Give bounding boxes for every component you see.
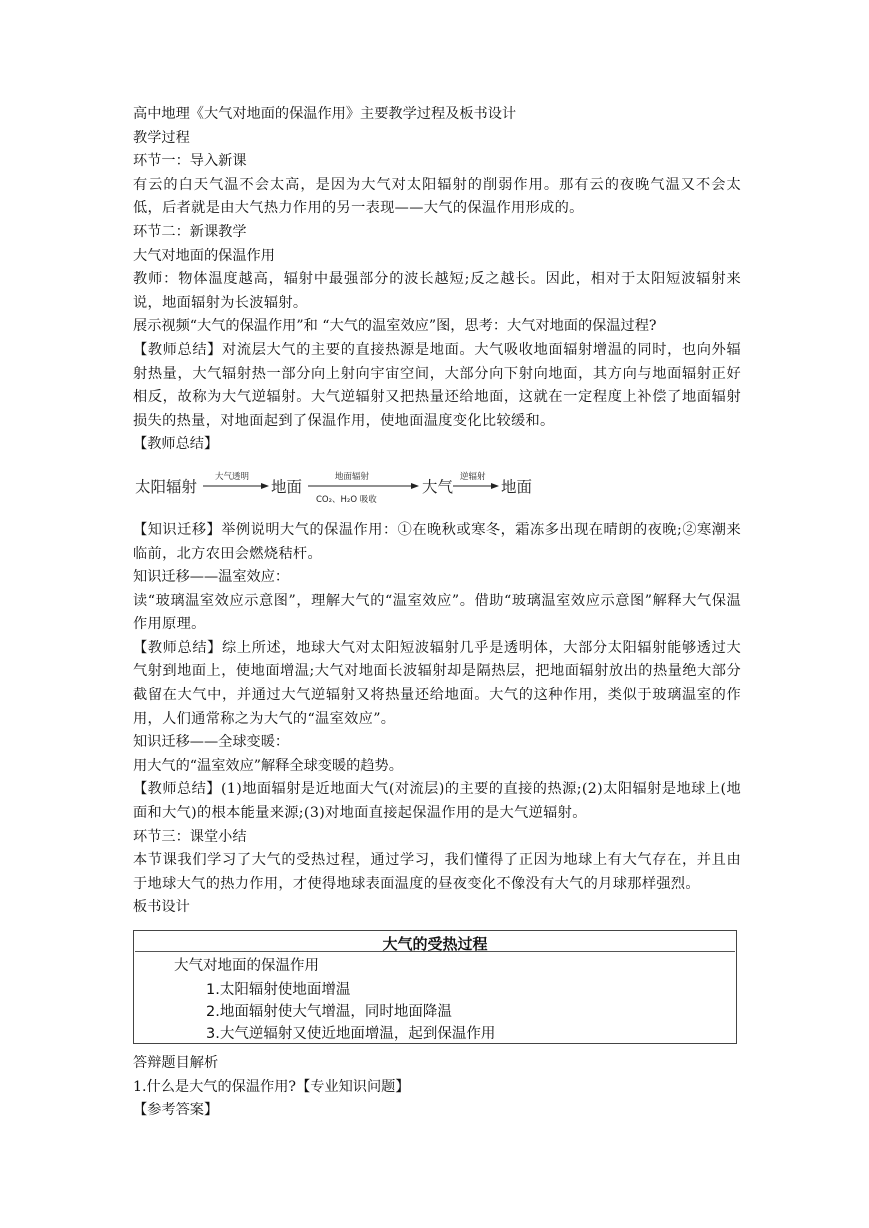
flow-node-ground-2: 地面: [501, 477, 533, 496]
defense-heading: 答辩题目解析: [133, 1055, 219, 1071]
subheading: 大气对地面的保温作用: [133, 247, 275, 264]
flow-node-ground: 地面: [271, 477, 303, 496]
transfer3-text: 用大气的“温室效应”解释全球变暖的趋势。: [133, 757, 403, 774]
board-item-3: 3.大气逆辐射又使近地面增温，起到保温作用: [206, 1026, 496, 1042]
question-1: 1.什么是大气的保温作用?【专业知识问题】: [133, 1078, 410, 1095]
teacher-summary-3: 【教师总结】综上所述，地球大气对太阳短波辐射几乎是透明体，大部分太阳辐射能够透过大气射到地面上，使地面增温;大气对地面长波辐射却是隔热层，把地面辐射放出的热量绝大部分截留在大气中，并通过大气逆辐射又将热量还给地面。大气的这种作用，类似于玻璃温室的作用，人们通常称之为大气的“温室效应”。: [133, 639, 741, 727]
process-heading: 教学过程: [133, 129, 190, 146]
teacher-summary-2-label: 【教师总结】: [133, 436, 219, 453]
board-divider: [135, 951, 735, 952]
flow-node-solar: 太阳辐射: [135, 477, 198, 496]
answer-label: 【参考答案】: [133, 1102, 219, 1119]
teacher-text: 教师：物体温度越高，辐射中最强部分的波长越短;反之越长。因此，相对于太阳短波辐射来说，地面辐射为长波辐射。: [133, 271, 741, 311]
step3-text: 本节课我们学习了大气的受热过程，通过学习，我们懂得了正因为地球上有大气存在，并且由于地球大气的热力作用，才使得地球表面温度的昼夜变化不像没有大气的月球那样强烈。: [133, 852, 741, 892]
board-subtitle: 大气对地面的保温作用: [174, 958, 319, 974]
flow-label-absorb: CO₂、H₂O 吸收: [316, 494, 377, 505]
step1-text: 有云的白天气温不会太高，是因为大气对太阳辐射的削弱作用。那有云的夜晚气温又不会太低，后者就是由大气热力作用的另一表现——大气的保温作用形成的。: [133, 176, 741, 217]
teacher-summary-1: 【教师总结】对流层大气的主要的直接热源是地面。大气吸收地面辐射增温的同时，也向外辐射热量，大气辐射热一部分向上射向宇宙空间，大部分向下射向地面，其方向与地面辐射正好相反，故称为大气逆辐射。大气逆辐射又把热量还给地面，这就在一定程度上补偿了地面辐射损失的热量，对地面起到了保温作用，使地面温度变化比较缓和。: [133, 341, 741, 429]
document-page: [133, 103, 741, 1123]
transfer2-text: 读“玻璃温室效应示意图”，理解大气的“温室效应”。借助“玻璃温室效应示意图”解释大气保温作用原理。: [133, 592, 741, 633]
board-item-2: 2.地面辐射使大气增温，同时地面降温: [206, 1004, 452, 1020]
heat-flow-diagram: [133, 465, 741, 513]
step1-heading: 环节一：导入新课: [133, 153, 247, 170]
teacher-summary-4: 【教师总结】(1)地面辐射是近地面大气(对流层)的主要的直接的热源;(2)太阳辐射是地球上(地面和大气)的根本能量来源;(3)对地面直接起保温作用的是大气逆辐射。: [133, 781, 741, 822]
board-design-box: [133, 930, 737, 1044]
step2-heading: 环节二：新课教学: [133, 223, 247, 240]
transfer3-heading: 知识迁移——全球变暖：: [133, 734, 290, 751]
board-item-1: 1.太阳辐射使地面增温: [206, 982, 351, 998]
board-title: 大气的受热过程: [382, 935, 488, 953]
transfer2-heading: 知识迁移——温室效应：: [133, 569, 290, 586]
doc-title: 高中地理《大气对地面的保温作用》主要教学过程及板书设计: [133, 106, 517, 122]
flow-node-atmosphere: 大气: [422, 477, 454, 496]
flow-label-transparent: 大气透明: [215, 471, 250, 482]
knowledge-transfer-1: 【知识迁移】举例说明大气的保温作用：①在晚秋或寒冬，霜冻多出现在晴朗的夜晚;②寒潮来临前，北方农田会燃烧秸杆。: [133, 521, 741, 562]
step3-heading: 环节三：课堂小结: [133, 828, 247, 845]
video-text: 展示视频“大气的保温作用”和 “大气的温室效应”图，思考：大气对地面的保温过程?: [133, 318, 657, 335]
flow-label-counter-radiation: 逆辐射: [460, 471, 486, 482]
flow-label-ground-radiation: 地面辐射: [335, 471, 370, 482]
board-heading: 板书设计: [133, 899, 190, 916]
